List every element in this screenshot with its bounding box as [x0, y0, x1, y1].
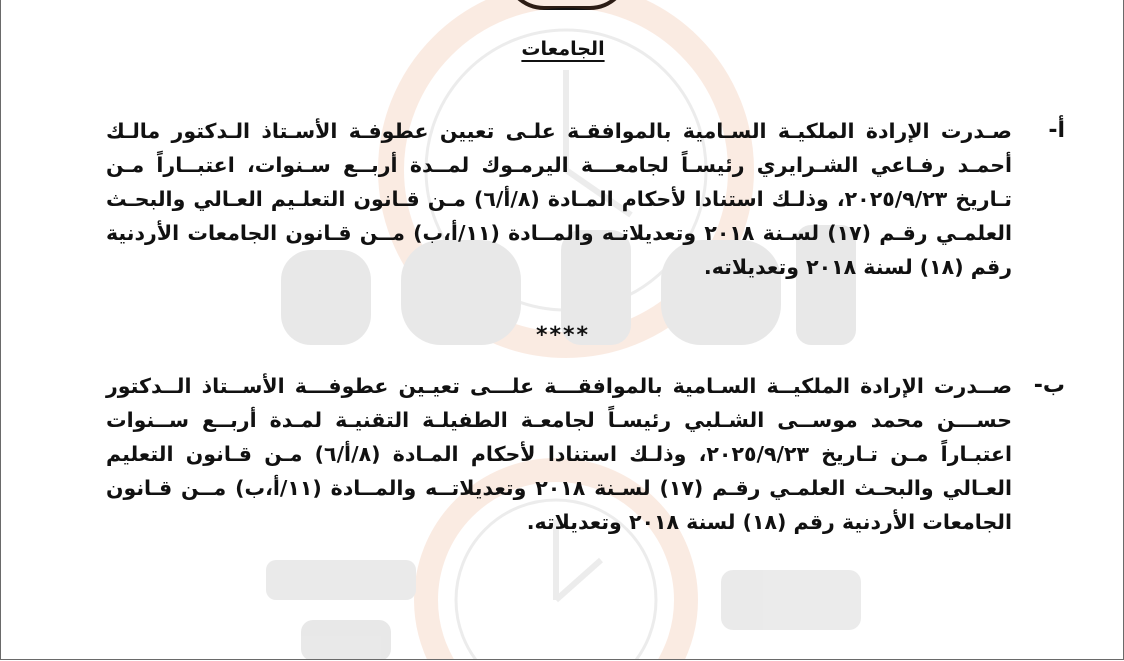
clause-letter: أ-: [1048, 118, 1065, 143]
document-content: [1, 0, 1124, 660]
section-separator: ****: [535, 323, 591, 348]
document-title: [1, 38, 1124, 60]
clause-letter: ب-: [1033, 373, 1065, 398]
clause-text: صــدرت الإرادة الملكيــة السـامية بالموافقـــة علـــى تعيـين عطوفـــة الأســتاذ الــدكتور حســـن محمد موســى الشـلبي رئيسـاً لجامعـة الطفيلـة التقنيـة لمـدة أربــع ســنوات اعتبـاراً مـن تـاريخ ٢٠٢٥/٩/٢٣، وذلـك استنادا لأحكام المـادة (٨/أ/٦) مـن قـانون التعليم العـالي والبحـث العلمـي رقـم (١٧) لسـنة ٢٠١٨ وتعديلاتــه والمــادة (١١/أ،ب) مــن قـانون الجامعات الأردنية رقم (١٨) لسنة ٢٠١٨ وتعديلاته.: [106, 374, 1012, 534]
document-title-text: الجامعات: [521, 38, 605, 60]
clause-text: صـدرت الإرادة الملكيـة السـامية بالموافقـة علـى تعيين عطوفـة الأسـتاذ الـدكتور مالـك أحمـد رفـاعي الشـرايري رئيسـاً لجامعـــة اليرمـوك لمــدة أربــع سـنوات، اعتبــاراً مـن تـاريخ ٢٠٢٥/٩/٢٣، وذلـك استنادا لأحكام المـادة (٨/أ/٦) مـن قـانون التعلـيم العـالي والبحـث العلمـي رقـم (١٧) لسـنة ٢٠١٨ وتعديلاتـه والمــادة (١١/أ،ب) مــن قـانون الجامعات الأردنية رقم (١٨) لسنة ٢٠١٨ وتعديلاته.: [106, 119, 1012, 279]
